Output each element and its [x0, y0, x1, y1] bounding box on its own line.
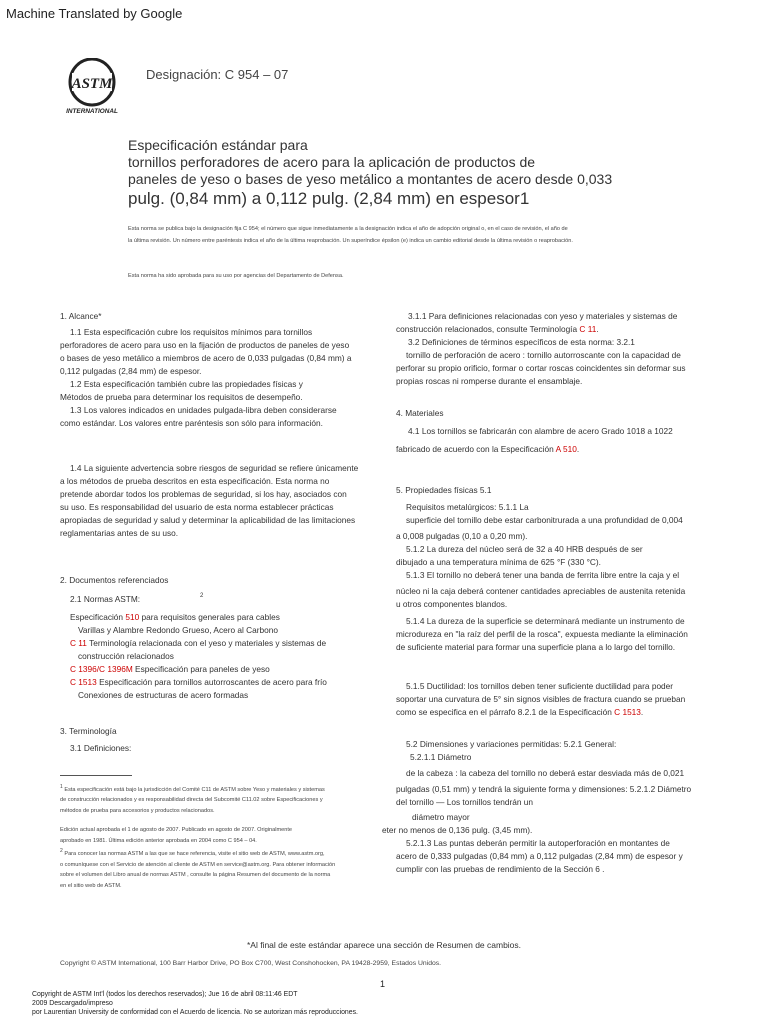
text-line: cumplir con las pruebas de rendimiento de la Sección 6 .: [396, 864, 605, 874]
astm-logo: [62, 58, 122, 116]
note-line: la última revisión. Un número entre paréntesis indica el año de la última reaprobación. Un superíndice épsilon (e) indica un cambio editorial desde la última revisión o reaprobación.: [128, 238, 573, 244]
text-line: construcción relacionados: [78, 651, 174, 661]
text-line: 5.1.5 Ductilidad: los tornillos deben tener suficiente ductilidad para poder: [406, 681, 674, 691]
text-line: o bases de yeso metálico a miembros de acero de 0,033 pulgadas (0,84 mm) a: [60, 353, 352, 363]
text-line: 5.1.4 La dureza de la superficie se determinará mediante un instrumento de: [406, 616, 685, 626]
text-line: sobre el volumen del Libro anual de normas ASTM , consulte la página Resumen del documento de la norma: [60, 872, 331, 879]
text-line: pretende abordar todos los problemas de seguridad, si los hay, asociados con: [60, 489, 347, 499]
text-line: Conexiones de estructuras de acero formadas: [78, 690, 249, 700]
paragraph-1-1: [60, 326, 390, 430]
text-line: aprobado en 1981. Última edición anterior aprobada en 2004 como C 954 – 04.: [60, 837, 257, 844]
reference-item: C 11 Terminología relacionada con el yeso y materiales y sistemas de: [70, 638, 327, 648]
text-line: por Laurentian University de conformidad con el Acuerdo de licencia. No se autorizan más reproducciones.: [32, 1009, 358, 1016]
text-line: a 0,008 pulgadas (0,10 a 0,20 mm).: [396, 531, 528, 541]
text-line: diámetro mayor: [412, 812, 470, 822]
designation: Designación: C 954 – 07: [146, 67, 289, 82]
text-line: 2.1 Normas ASTM:: [70, 594, 141, 604]
defense-note: Esta norma ha sido aprobada para su uso por agencias del Departamento de Defensa.: [128, 273, 344, 279]
reference-link[interactable]: C 1513: [614, 707, 641, 717]
astm-standards-label: [70, 593, 140, 606]
page-number: 1: [380, 979, 386, 989]
text-line: 3.1.1 Para definiciones relacionadas con yeso y materiales y sistemas de: [408, 311, 678, 321]
text-line: métodos de prueba para accesorios y productos relacionados.: [60, 807, 215, 814]
text-line: tornillo de perforación de acero : tornillo autorroscante con la capacidad de: [406, 350, 681, 360]
footnote-1: $^1$ Esta especificación está bajo la jurisdicción del Comité C11 de ASTM sobre Yeso y materiales y sistemas: [60, 784, 325, 793]
text-line: microdureza en "la raíz del perfil de la rosca", expuesta mediante la eliminación: [396, 629, 688, 639]
logo-wordmark: ASTM: [71, 76, 113, 92]
reference-item: Especificación 510 para requisitos generales para cables: [70, 612, 280, 622]
footnote-divider: [60, 775, 132, 776]
reference-list: [70, 611, 390, 702]
text-line: 1.1 Esta especificación cubre los requisitos mínimos para tornillos: [70, 327, 313, 337]
logo-subtitle: INTERNATIONAL: [66, 108, 118, 115]
text-line: 3.2 Definiciones de términos específicos de esta norma: 3.2.1: [408, 337, 635, 347]
text-line: núcleo ni la caja deberá contener cantidades apreciables de austenita retenida: [396, 586, 686, 596]
text-line: de construcción relacionados y es responsabilidad directa del Subcomité C11.02 sobre Especificaciones y: [60, 797, 323, 804]
text-line: en el sitio web de ASTM.: [60, 882, 122, 889]
text-line: eter no menos de 0,136 pulg. (3,45 mm).: [382, 825, 533, 835]
section-heading: 5. Propiedades físicas 5.1: [396, 485, 492, 495]
reference-link[interactable]: C 1396/C 1396M: [70, 664, 133, 674]
text-line: como estándar. Los valores entre paréntesis son sólo para información.: [60, 418, 323, 428]
text-line: Requisitos metalúrgicos: 5.1.1 La: [406, 502, 529, 512]
publication-note: [128, 223, 688, 247]
reference-link[interactable]: 510: [125, 612, 140, 622]
section-heading: 3. Terminología: [60, 726, 117, 736]
text-line: del tornillo — Los tornillos tendrán un: [396, 797, 533, 807]
note-line: Esta norma se publica bajo la designación fija C 954; el número que sigue inmediatamente a la designación indica el año de adopción original o, en el caso de revisión, el año de: [128, 226, 568, 232]
text-line: fabricado de acuerdo con la Especificación A 510.: [396, 444, 580, 454]
text-line: 5.1.2 La dureza del núcleo será de 32 a 40 HRB después de ser: [406, 544, 643, 554]
footnote-ref: 2: [200, 593, 204, 599]
text-line: 1.3 Los valores indicados en unidades pulgada-libra deben considerarse: [70, 405, 337, 415]
text-line: o comuníquese con el Servicio de atención al cliente de ASTM en service@astm.org. Para obtener información: [60, 861, 336, 868]
reference-item: C 1396/C 1396M Especificación para paneles de yeso: [70, 664, 270, 674]
text-line: construcción relacionados, consulte Terminología C 11.: [396, 324, 599, 334]
text-line: 4.1 Los tornillos se fabricarán con alambre de acero Grado 1018 a 1022: [408, 426, 673, 436]
paragraph-3-1-1: [396, 310, 726, 388]
text-line: como se especifica en el párrafo 8.2.1 de la Especificación C 1513.: [396, 707, 644, 717]
text-line: 5.2 Dimensiones y variaciones permitidas: 5.2.1 General:: [406, 739, 617, 749]
reference-item: C 1513 Especificación para tornillos autorroscantes de acero para frío: [70, 677, 327, 687]
text-line: 0,112 pulgadas (2,84 mm) de espesor.: [60, 366, 202, 376]
text-line: pulgadas (0,51 mm) y tendrá la siguiente forma y dimensiones: 5.2.1.2 Diámetro: [396, 784, 692, 794]
paragraph-5-1: [396, 501, 726, 654]
text-line: 1.2 Esta especificación también cubre las propiedades físicas y: [70, 379, 303, 389]
title-line-2: tornillos perforadores de acero para la aplicación de productos de: [128, 154, 536, 170]
text-line: Varillas y Alambre Redondo Grueso, Acero al Carbono: [78, 625, 278, 635]
license-stamp: [32, 990, 358, 1017]
footnote-2: $^2$ Para conocer las normas ASTM a las que se hace referencia, visite el sitio web de ASTM, www.astm.org,: [60, 848, 325, 858]
text-line: perforar su propio orificio, formar o cortar roscas coincidentes sin deformar sus: [396, 363, 686, 373]
copyright-line: Copyright © ASTM International, 100 Barr Harbor Drive, PO Box C700, West Conshohocken, PA 19428-2959, Estados Unidos.: [60, 960, 442, 967]
reference-link[interactable]: A 510: [555, 444, 577, 454]
text-line: Edición actual aprobada el 1 de agosto de 2007. Publicado en agosto de 2007. Originalmente: [60, 827, 292, 834]
section-heading: 4. Materiales: [396, 408, 444, 418]
text-line: 5.2.1.3 Las puntas deberán permitir la autoperforación en montantes de: [406, 838, 670, 848]
text-line: de la cabeza : la cabeza del tornillo no deberá estar desviada más de 0,021: [406, 768, 685, 778]
summary-of-changes-note: *Al final de este estándar aparece una sección de Resumen de cambios.: [246, 940, 522, 950]
text-line: 2009 Descargado/impreso: [32, 1000, 113, 1007]
astm-logo-icon: [62, 58, 122, 116]
text-line: 5.1.3 El tornillo no deberá tener una banda de ferrita libre entre la caja y el: [406, 570, 680, 580]
section-heading: 1. Alcance*: [60, 311, 102, 321]
section-heading: 2. Documentos referenciados: [60, 575, 169, 585]
title-line-4: pulg. (0,84 mm) a 0,112 pulg. (2,84 mm) en espesor1: [128, 189, 530, 208]
text-line: soportar una curvatura de 5° sin signos visibles de fractura cuando se prueban: [396, 694, 686, 704]
text-line: Copyright de ASTM Int'l (todos los derechos reservados); Jue 16 de abril 08:11:46 EDT: [32, 991, 298, 998]
text-line: Métodos de prueba para determinar los requisitos de desempeño.: [60, 392, 303, 402]
footnotes: [60, 782, 380, 891]
text-line: u otros componentes blandos.: [396, 599, 508, 609]
text-line: 5.2.1.1 Diámetro: [410, 752, 472, 762]
text-line: apropiadas de seguridad y salud y determinar la aplicabilidad de las limitaciones: [60, 515, 356, 525]
paragraph-5-1-5: [396, 680, 726, 719]
paragraph-1-4: [60, 462, 390, 540]
title-line-3: paneles de yeso o bases de yeso metálico a montantes de acero desde 0,033: [128, 171, 613, 187]
text-line: 1.4 La siguiente advertencia sobre riesgos de seguridad se refiere únicamente: [70, 463, 359, 473]
paragraph-5-2: [382, 738, 726, 876]
text-line: su uso. Es responsabilidad del usuario de esta norma establecer prácticas: [60, 502, 334, 512]
text-line: propias roscas ni romperse durante el ensamblaje.: [396, 376, 583, 386]
text-line: acero de 0,333 pulgadas (0,84 mm) a 0,112 pulgadas (2,84 mm) de espesor y: [396, 851, 683, 861]
title-line-1: Especificación estándar para: [128, 137, 308, 153]
text-line: a los métodos de prueba descritos en esta especificación. Esta norma no: [60, 476, 330, 486]
paragraph-4-1: [396, 425, 726, 456]
text-line: de suficiente material para formar una superficie plana a lo largo del tornillo.: [396, 642, 676, 652]
text-line: superficie del tornillo debe estar carbonitrurada a una profundidad de 0,004: [406, 515, 683, 525]
reference-link[interactable]: C 11: [579, 324, 597, 334]
reference-link[interactable]: C 1513: [70, 677, 97, 687]
text-line: reglamentarias antes de su uso.: [60, 528, 179, 538]
text-line: dibujado a una temperatura mínima de 625 °F (330 °C).: [396, 557, 601, 567]
reference-link[interactable]: C 11: [70, 638, 87, 648]
definitions-label: 3.1 Definiciones:: [70, 743, 132, 753]
text-line: perforadores de acero para uso en la fijación de productos de paneles de yeso: [60, 340, 350, 350]
machine-translation-banner: Machine Translated by Google: [6, 6, 183, 21]
